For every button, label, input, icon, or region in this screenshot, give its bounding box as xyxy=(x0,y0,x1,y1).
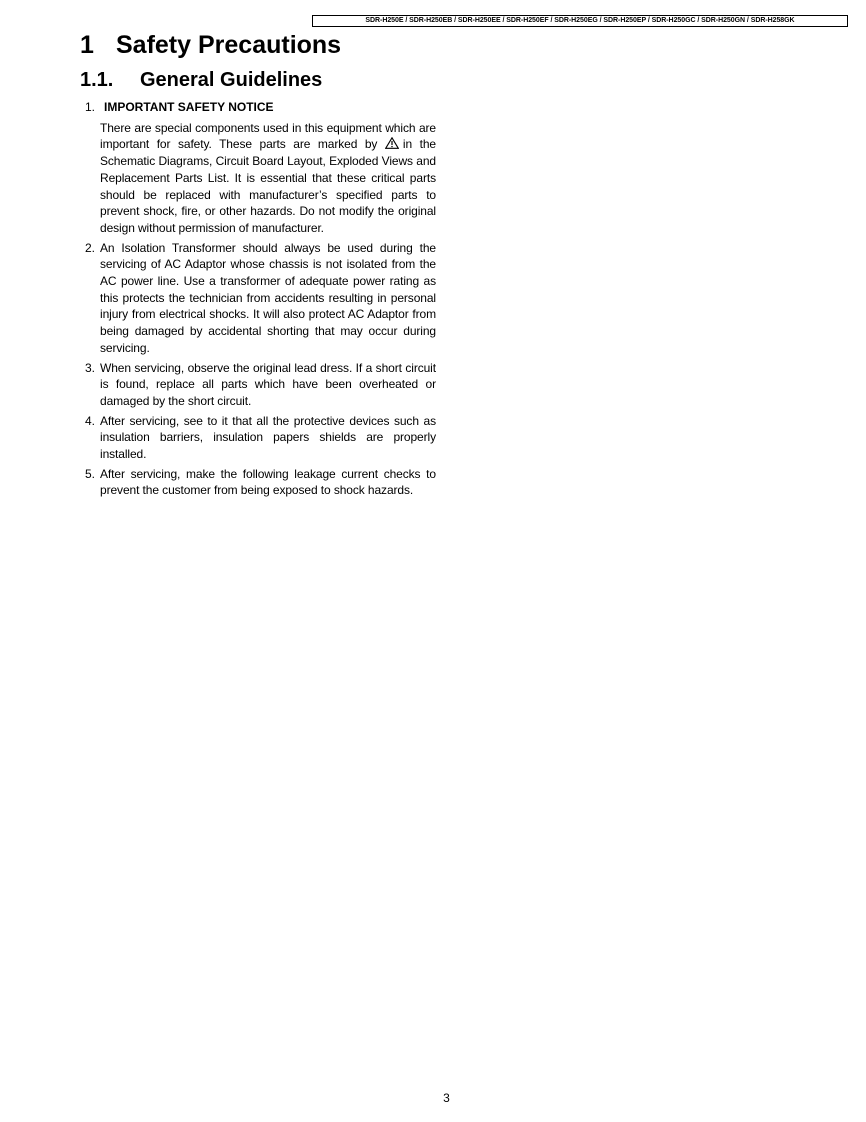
item-body: After servicing, see to it that all the protective devices such as insulation barriers, insulation papers shields are properly installed. xyxy=(100,413,436,462)
list-item xyxy=(85,240,436,357)
item-body: After servicing, make the following leakage current checks to prevent the customer from being exposed to shock hazards. xyxy=(100,466,436,498)
list-item xyxy=(85,99,436,237)
item-number: 4. xyxy=(85,413,96,428)
chapter-title-text: Safety Precautions xyxy=(116,31,342,59)
warning-triangle-icon xyxy=(385,137,399,149)
item-title: IMPORTANT SAFETY NOTICE xyxy=(104,100,274,114)
model-list-header: SDR-H250E / SDR-H250EB / SDR-H250EE / SDR-H250EF / SDR-H250EG / SDR-H250EP / SDR-H250GC / SDR-H250GN / SDR-H258GK xyxy=(312,15,848,27)
section-number: 1.1. xyxy=(80,69,114,91)
chapter-title xyxy=(80,29,341,61)
item-body xyxy=(100,120,436,237)
item-number: 1. xyxy=(85,100,96,114)
item-body: An Isolation Transformer should always be used during the servicing of AC Adaptor whose chassis is not isolated from the AC power line. Use a transformer of adequate power rating as this protects the technician from accidents resulting in personal injury from electrical shocks. It will also protect AC Adaptor from being damaged by accidental shorting that may occur during servicing. xyxy=(100,240,436,355)
guidelines-list xyxy=(85,99,436,502)
item-body: When servicing, observe the original lead dress. If a short circuit is found, replace all parts which have been overheated or damaged by the short circuit. xyxy=(100,360,436,408)
item-number: 2. xyxy=(85,240,96,255)
item-body-text-after: in the Schematic Diagrams, Circuit Board Layout, Exploded Views and Replacement Parts List. It is essential that these critical parts should be replaced with manufacturer’s specified parts to prevent shock, fire, or other hazards. Do not modify the original design without permission of manufacturer. xyxy=(100,137,436,235)
item-number: 3. xyxy=(85,360,96,375)
item-body-text-before: There are special components used in this equipment which are important for safety. These parts are marked by xyxy=(100,120,436,152)
item-number: 5. xyxy=(85,466,96,481)
chapter-number: 1 xyxy=(80,31,94,59)
section-title xyxy=(80,67,322,93)
list-item xyxy=(85,360,436,410)
section-title-text: General Guidelines xyxy=(140,69,323,91)
list-item xyxy=(85,466,436,499)
list-item xyxy=(85,413,436,463)
page-number: 3 xyxy=(443,1091,450,1105)
